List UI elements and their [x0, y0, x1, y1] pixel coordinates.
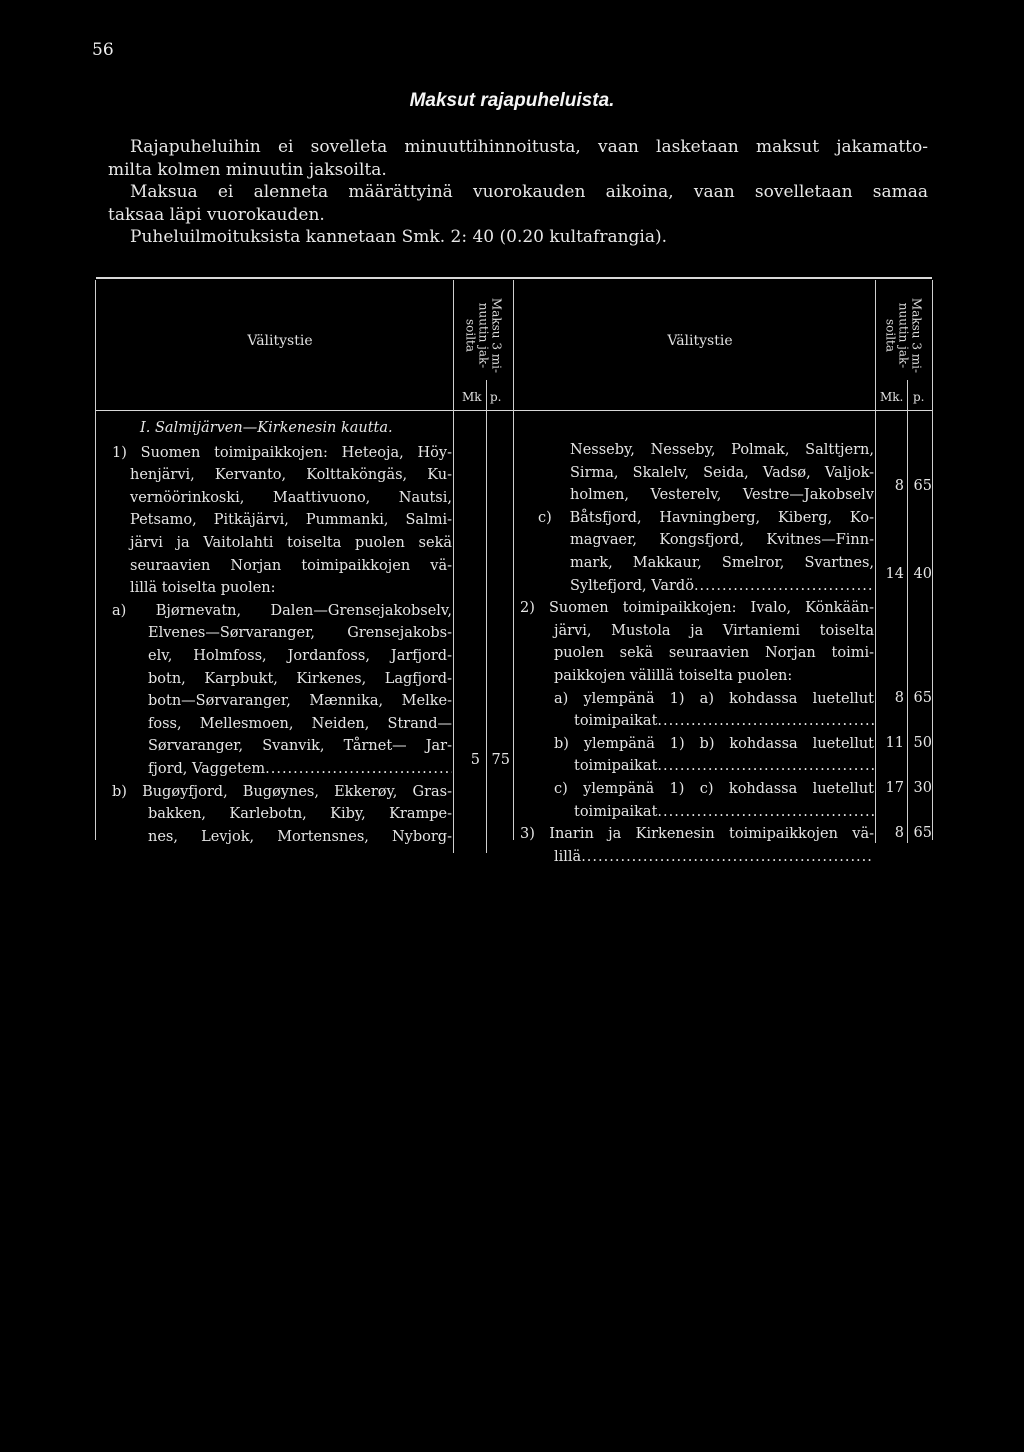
- list-item: Sirma, Skalelv, Seida, Vadsø, Valjok-: [570, 464, 874, 481]
- list-item: mark, Makkaur, Smelror, Svartnes,: [570, 554, 874, 571]
- list-item: Nesseby, Nesseby, Polmak, Salttjern,: [570, 442, 874, 458]
- list-item: b) ylempänä 1) b) kohdassa luetellut: [554, 735, 874, 752]
- page-number: 56: [92, 40, 114, 60]
- column-header-fee-left: Maksu 3 mi- nuutin jak- soilta: [463, 297, 504, 374]
- intro-line: Rajapuheluihin ei sovelleta minuuttihinnoitusta, vaan lasketaan maksut jakamatto-: [130, 137, 928, 157]
- fee-p: 65: [913, 478, 932, 494]
- intro-line: Puheluilmoituksista kannetaan Smk. 2: 40 (0.20 kultafrangia).: [130, 227, 668, 247]
- list-item: holmen, Vesterelv, Vestre—Jakobselv: [570, 487, 874, 504]
- list-item: 1) Suomen toimipaikkojen: Heteoja, Höy-: [112, 444, 452, 461]
- list-item: henjärvi, Kervanto, Kolttaköngäs, Ku-: [130, 467, 452, 484]
- table-top-rule: [96, 277, 932, 279]
- unit-mk: Mk.: [880, 390, 904, 404]
- list-item: vernöörinkoski, Maattivuono, Nautsi,: [130, 489, 452, 506]
- list-item: 2) Suomen toimipaikkojen: Ivalo, Könkään-: [520, 600, 874, 617]
- list-item: toimipaikat .....: [520, 801, 874, 824]
- column-divider: [907, 380, 908, 843]
- list-item: 3) Inarin ja Kirkenesin toimipaikkojen vä-: [520, 826, 874, 843]
- list-item: Petsamo, Pitkäjärvi, Pummanki, Salmi-: [130, 512, 452, 529]
- fee-p: 50: [913, 735, 932, 751]
- fee-p: 40: [913, 566, 932, 582]
- fee-p: 75: [491, 752, 510, 768]
- fee-p: 65: [913, 690, 932, 706]
- fee-p: 65: [913, 825, 932, 841]
- list-item: botn—Sørvaranger, Mænnika, Melke-: [148, 693, 452, 710]
- column-divider: [486, 380, 487, 853]
- list-item: a) Bjørnevatn, Dalen—Grensejakobselv,: [112, 602, 452, 619]
- route-list-left: [112, 417, 452, 848]
- list-item: elv, Holmfoss, Jordanfoss, Jarfjord-: [148, 647, 452, 664]
- list-item: fjord, Vaggetem .....: [112, 758, 452, 781]
- fee-mk: 14: [885, 566, 904, 582]
- intro-line: milta kolmen minuutin jaksoilta.: [108, 159, 387, 180]
- list-item: puolen sekä seuraavien Norjan toimi-: [554, 645, 874, 662]
- table-border-left: [95, 280, 96, 840]
- list-item: lillä toiselta puolen:: [130, 580, 276, 597]
- unit-p: p.: [490, 390, 502, 404]
- fee-mk: 5: [470, 752, 480, 768]
- section-heading: I. Salmijärven—Kirkenesin kautta.: [140, 420, 393, 436]
- list-item: järvi, Mustola ja Virtaniemi toiselta: [554, 622, 874, 639]
- list-item: toimipaikat .....: [520, 710, 874, 733]
- list-item: seuraavien Norjan toimipaikkojen vä-: [130, 557, 452, 574]
- fee-mk: 11: [885, 735, 904, 751]
- list-item: Syltefjord, Vardö .....: [520, 575, 874, 598]
- unit-p: p.: [913, 390, 925, 404]
- list-item: c) Båtsfjord, Havningberg, Kiberg, Ko-: [538, 509, 874, 526]
- column-divider: [875, 280, 876, 843]
- fee-mk: 8: [894, 478, 904, 494]
- list-item: b) Bugøyfjord, Bugøynes, Ekkerøy, Gras-: [112, 783, 452, 800]
- list-item: c) ylempänä 1) c) kohdassa luetellut: [554, 780, 874, 797]
- list-item: lillä .....: [520, 846, 874, 869]
- list-item: toimipaikat .....: [520, 755, 874, 778]
- list-item: järvi ja Vaitolahti toiselta puolen sekä: [130, 534, 452, 551]
- list-item: botn, Karpbukt, Kirkenes, Lagfjord-: [148, 670, 452, 687]
- fee-mk: 8: [894, 825, 904, 841]
- list-item: Elvenes—Sørvaranger, Grensejakobs-: [148, 625, 452, 642]
- fee-mk: 17: [885, 780, 904, 796]
- column-divider: [513, 280, 514, 840]
- fee-p: 30: [913, 780, 932, 796]
- table-header-rule: [96, 410, 932, 411]
- list-item: foss, Mellesmoen, Neiden, Strand—: [148, 715, 452, 732]
- column-header-fee-right: Maksu 3 mi- nuutin jak- soilta: [883, 297, 924, 374]
- unit-mk: Mk: [462, 390, 482, 404]
- column-header-route-right: Välitystie: [667, 333, 733, 349]
- list-item: bakken, Karlebotn, Kiby, Krampe-: [148, 806, 452, 823]
- list-item: nes, Levjok, Mortensnes, Nyborg-: [148, 828, 452, 845]
- list-item: magvaer, Kongsfjord, Kvitnes—Finn-: [570, 532, 874, 549]
- route-list-right: [520, 439, 874, 868]
- table-border-right: [932, 280, 933, 840]
- intro-line: taksaa läpi vuorokauden.: [108, 204, 325, 225]
- list-item: a) ylempänä 1) a) kohdassa luetellut: [554, 690, 874, 707]
- list-item: paikkojen välillä toiselta puolen:: [554, 667, 793, 684]
- column-header-route-left: Välitystie: [247, 333, 313, 349]
- column-divider: [453, 280, 454, 853]
- list-item: Sørvaranger, Svanvik, Tårnet— Jar-: [148, 738, 452, 755]
- intro-text: [108, 136, 928, 249]
- page-title: Maksut rajapuheluista.: [409, 90, 615, 111]
- intro-line: Maksua ei alenneta määrättyinä vuorokauden aikoina, vaan sovelletaan samaa: [130, 182, 928, 202]
- fee-mk: 8: [894, 690, 904, 706]
